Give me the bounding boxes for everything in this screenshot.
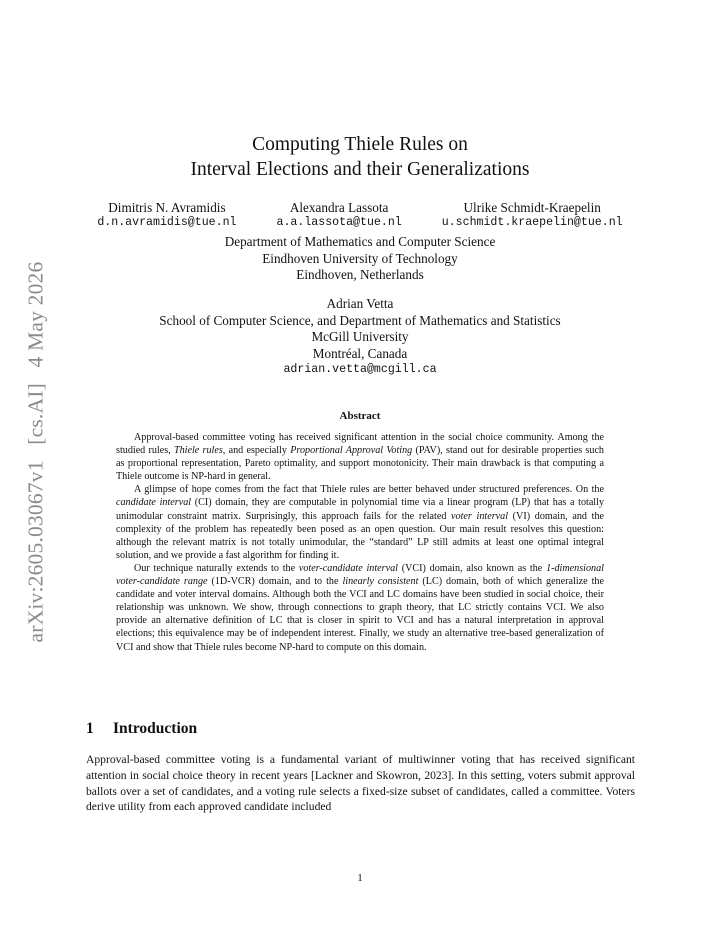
arxiv-id: arXiv:2605.03067v1 (23, 460, 48, 643)
paper-title (60, 132, 660, 182)
affiliation-university: Eindhoven University of Technology (262, 250, 458, 266)
affiliation-city: Eindhoven, Netherlands (296, 267, 424, 282)
author-email[interactable]: a.a.lassota@tue.nl (276, 216, 402, 229)
author-email[interactable]: u.schmidt.kraepelin@tue.nl (441, 216, 623, 229)
section-number: 1 (86, 720, 94, 737)
author-1 (97, 200, 236, 229)
affiliation-city: Montréal, Canada (312, 345, 408, 361)
section-heading (86, 720, 197, 738)
author-name: Alexandra Lassota (289, 200, 389, 215)
author-2 (277, 200, 402, 229)
arxiv-stamp (24, 257, 49, 648)
author-4-block (80, 296, 640, 379)
author-email[interactable]: d.n.avramidis@tue.nl (97, 216, 237, 229)
page-number: 1 (357, 872, 363, 884)
author-email[interactable]: adrian.vetta@mcgill.ca (283, 363, 437, 376)
title-line-1: Computing Thiele Rules on (252, 134, 468, 155)
author-name: Ulrike Schmidt-Kraepelin (463, 200, 601, 215)
affiliation-dept: Department of Mathematics and Computer Science (224, 234, 496, 249)
title-line-2: Interval Elections and their Generalizations (190, 159, 530, 180)
author-3 (442, 200, 623, 229)
abstract-paragraph-2: A glimpse of hope comes from the fact that Thiele rules are better behaved under structured preferences. On the candidate interval (CI) domain, they are computable in polynomial time via a linear program (LP) that has a totally unimodular constraint matrix. Surprisingly, this approach fails for the related voter interval (VI) domain, and the complexity of the problem has repeatedly been posed as an open question. Our main result resolves this question: although the relevant matrix is not totally unimodular, the “standard” LP still admits at least one optimal integral solution, and we provide a fast algorithm for finding it. (116, 484, 605, 561)
abstract-heading: Abstract (339, 410, 381, 422)
intro-paragraph: Approval-based committee voting is a fundamental variant of multiwinner voting that has received significant attention in social choice theory in recent years [Lackner and Skowron, 2023]. In this setting, voters submit approval ballots over a set of candidates, and a voting rule selects a fixed-size subset of candidates, called a committee. Voters derive utility from each approved candidate included (86, 753, 635, 814)
affiliation-dept: School of Computer Science, and Department of Mathematics and Statistics (159, 312, 561, 328)
arxiv-date: 4 May 2026 (23, 261, 48, 368)
author-name: Adrian Vetta (326, 296, 394, 311)
affiliation-1 (80, 234, 640, 284)
abstract-paragraph-1: Approval-based committee voting has received significant attention in the social choice community. Among the studied rules, Thiele rules, and especially Proportional Approval Voting (PAV), stand out for desirable properties such as proportional representation, Pareto optimality, and support monotonicity. Their main drawback is that computing a Thiele outcome is NP-hard in general. (116, 432, 604, 483)
section-title: Introduction (113, 720, 198, 737)
author-list (80, 200, 640, 229)
author-name: Dimitris N. Avramidis (108, 200, 226, 215)
arxiv-category: [cs.AI] (23, 383, 48, 445)
affiliation-university: McGill University (311, 329, 409, 344)
intro-text (86, 752, 635, 815)
abstract-paragraph-3: Our technique naturally extends to the voter-candidate interval (VCI) domain, also known as the 1-dimensional voter-candidate range (1D-VCR) domain, and to the linearly consistent (LC) domain, both of which generalize the candidate and voter interval domains. Although both the VCI and LC domains have been studied in social choice, their relationship was unknown. We show, through connections to graph theory, that LC strictly contains VCI. We also provide an alternative definition of LC that is closer in spirit to VCI and has a natural interpretation in approval elections; this equivalence may be of independent interest. Finally, we study an alternative tree-based generalization of VCI and show that Thiele rules become NP-hard to compute on this domain. (116, 562, 604, 653)
abstract-body (116, 431, 604, 654)
